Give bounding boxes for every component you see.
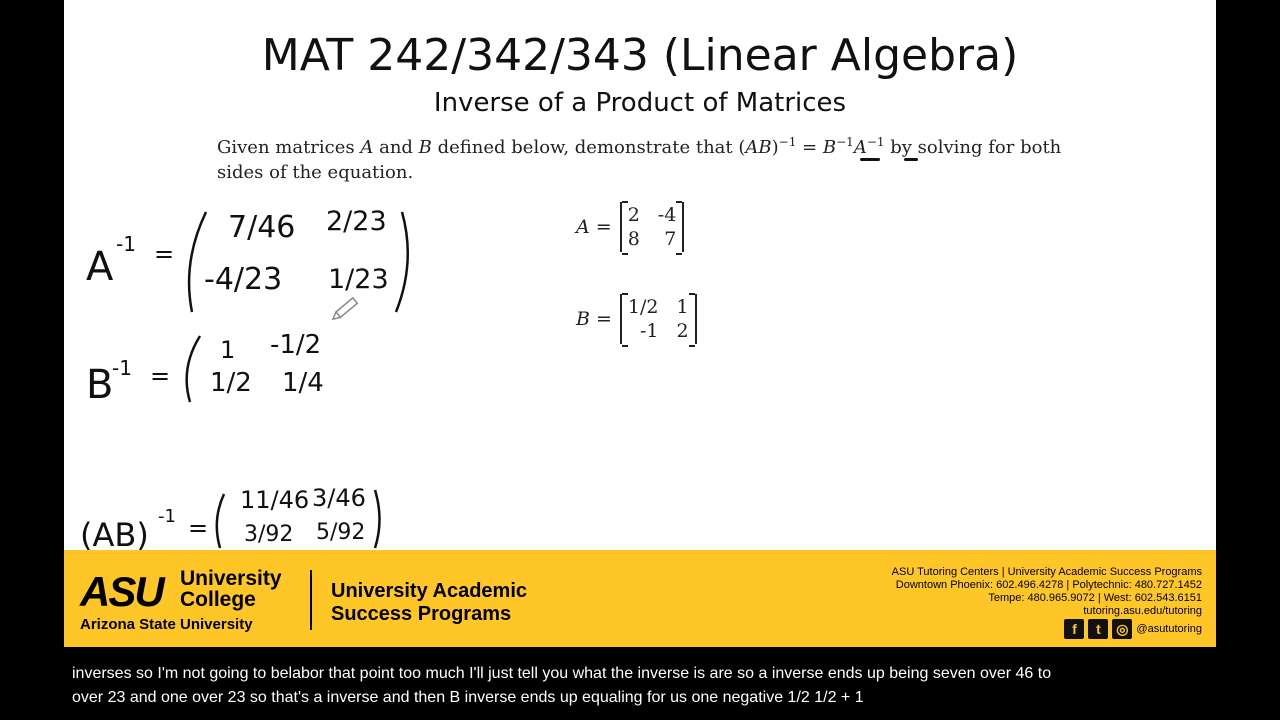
ink-ainv-equals: =: [154, 240, 175, 268]
ink-binv-cell: 1/2: [210, 368, 252, 398]
ink-binv-equals: =: [150, 362, 171, 390]
college-label: College: [180, 588, 256, 611]
ink-abinv-cell: 5/92: [316, 520, 366, 545]
ink-ainv-cell: 1/23: [328, 264, 389, 295]
university-college-logo: [180, 568, 282, 610]
problem-text: and: [373, 137, 419, 158]
problem-text: defined below, demonstrate that (: [431, 137, 746, 158]
problem-exponent: −1: [778, 135, 797, 149]
problem-var-ainv: A: [853, 137, 867, 158]
ink-ainv-cell: -4/23: [204, 262, 283, 297]
ink-binv-cell: 1/4: [282, 368, 324, 398]
ink-abinv-cell: 3/46: [312, 484, 366, 512]
ink-binv-cell: -1/2: [270, 330, 322, 360]
ink-ainv-cell: 7/46: [228, 210, 296, 245]
ink-paren-binv-left: [187, 336, 200, 402]
problem-exponent: −1: [836, 135, 854, 149]
footer-banner: [64, 550, 1216, 647]
problem-equals: =: [796, 137, 823, 158]
ink-ainv-label: A: [86, 244, 114, 290]
uasp-title: [331, 580, 527, 626]
matrix-b-cell: 1/2: [627, 296, 659, 318]
facebook-icon[interactable]: f: [1064, 619, 1084, 639]
slide-title: MAT 242/342/343 (Linear Algebra): [261, 30, 1019, 81]
contact-line: Tempe: 480.965.9072 | West: 602.543.6151: [988, 592, 1202, 604]
asu-name: Arizona State University: [80, 616, 253, 633]
uasp-line-1: University Academic: [331, 580, 528, 602]
problem-var-binv: B: [822, 137, 837, 158]
ink-ainv-cell: 2/23: [326, 206, 387, 237]
contact-info: [892, 566, 1202, 618]
footer-divider: [310, 570, 312, 630]
ink-abinv-equals: =: [188, 514, 209, 542]
matrix-a-cell: 2: [627, 204, 640, 226]
ink-binv-cell: 1: [220, 336, 236, 364]
problem-var-a: A: [360, 137, 374, 158]
slide-subtitle: Inverse of a Product of Matrices: [433, 88, 847, 118]
instagram-icon[interactable]: ◎: [1112, 619, 1132, 639]
ink-binv-label: B: [86, 362, 114, 408]
problem-text: ): [771, 137, 779, 158]
caption-line: inverses so I'm not going to belabor that point too much I'll just tell you what the inverse is are so a inverse ends up being seven over 46 to: [72, 665, 1052, 682]
matrix-a-cell: -4: [657, 204, 677, 226]
matrix-a-cell: 8: [627, 228, 640, 250]
ink-abinv-label: (AB): [80, 516, 149, 550]
ink-abinv-cell: 3/92: [244, 522, 294, 547]
ink-ainv-exp: -1: [116, 232, 136, 256]
ink-paren-ainv-right: [396, 212, 408, 312]
ink-binv-exp: -1: [112, 356, 132, 380]
problem-text: by solving for both sides of the equation.: [217, 137, 1062, 183]
matrix-b-label: B =: [576, 308, 612, 330]
problem-exponent: −1: [866, 135, 885, 149]
lecture-slide: [64, 0, 1216, 550]
pencil-cursor-icon: [331, 298, 358, 322]
problem-text: Given matrices: [217, 137, 361, 158]
contact-line: Downtown Phoenix: 602.496.4278 | Polytechnic: 480.727.1452: [895, 579, 1202, 591]
university-label: University: [180, 567, 282, 590]
matrix-b-cell: 1: [676, 296, 689, 318]
tutoring-url: tutoring.asu.edu/tutoring: [1083, 605, 1202, 617]
social-handle: @asututoring: [1136, 623, 1202, 635]
matrix-b-cell: -1: [639, 320, 659, 342]
caption-line: over 23 and one over 23 so that's a inverse and then B inverse ends up equaling for us one negative 1/2 1/2 + 1: [72, 689, 864, 706]
ink-abinv-cell: 11/46: [240, 486, 310, 514]
matrix-a-label: A =: [576, 216, 612, 238]
matrix-a-cell: 7: [664, 228, 677, 250]
uasp-line-2: Success Programs: [331, 603, 512, 625]
ink-paren-ab-left: [217, 494, 224, 548]
asu-logo: ASU: [80, 568, 163, 615]
video-captions: [72, 662, 1212, 710]
social-links: [1064, 619, 1202, 639]
ink-abinv-exp: -1: [158, 506, 176, 527]
ink-paren-ab-right: [375, 490, 380, 548]
twitter-icon[interactable]: t: [1088, 619, 1108, 639]
problem-var-ab: AB: [745, 137, 772, 158]
matrix-b-cell: 2: [676, 320, 689, 342]
problem-var-b: B: [418, 137, 432, 158]
contact-line: ASU Tutoring Centers | University Academic Success Programs: [891, 566, 1202, 578]
